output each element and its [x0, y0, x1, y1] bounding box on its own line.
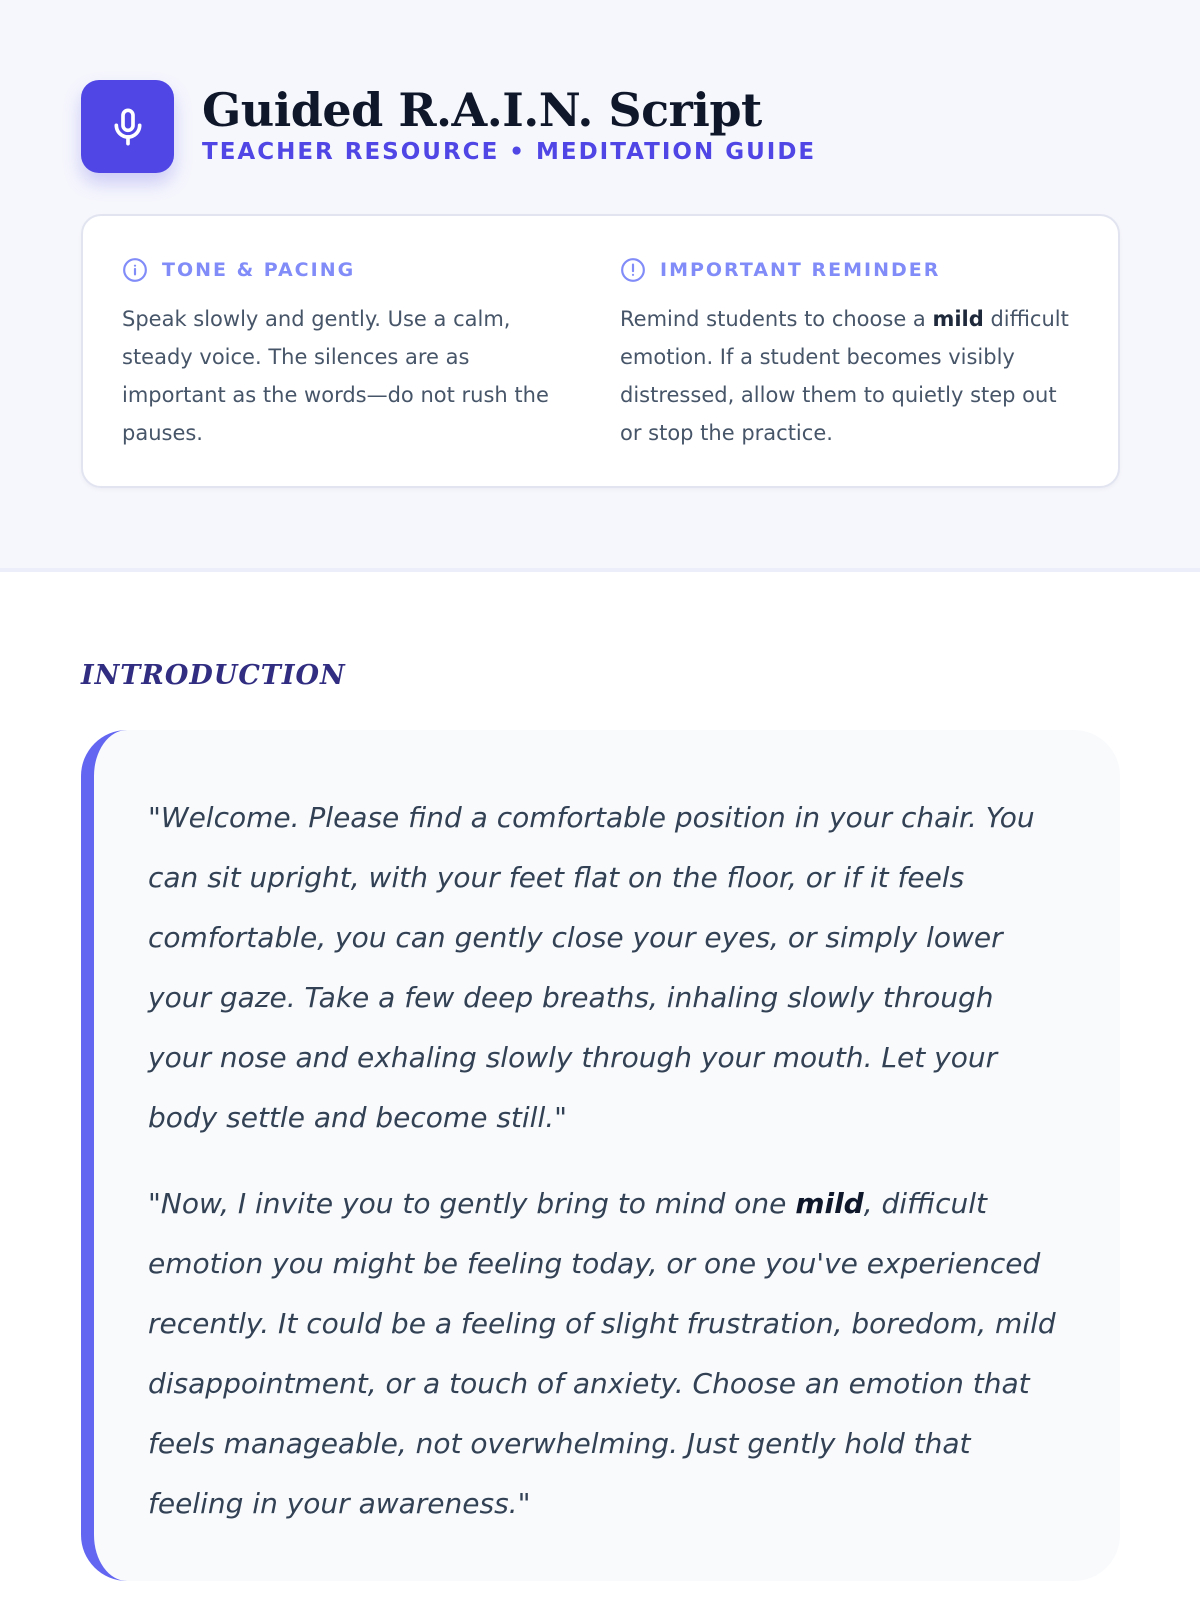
important-reminder-section — [620, 256, 1070, 452]
page-subtitle: TEACHER RESOURCE • MEDITATION GUIDE — [202, 139, 817, 165]
guidance-card — [81, 214, 1120, 488]
section-heading-introduction: INTRODUCTION — [81, 660, 346, 691]
tone-pacing-text: Speak slowly and gently. Use a calm, steady voice. The silences are as important as the words—do not rush the pauses. — [122, 307, 549, 445]
emphasis-mild: mild — [932, 307, 984, 331]
tone-pacing-section — [122, 256, 572, 452]
emphasis-mild: mild — [795, 1187, 864, 1220]
important-reminder-label: IMPORTANT REMINDER — [660, 259, 941, 281]
tone-pacing-label: TONE & PACING — [162, 259, 356, 281]
script-paragraph: "Welcome. Please find a comfortable position in your chair. You can sit upright, with your feet flat on the floor, or if it feels comfortable, you can gently close your eyes, or simply lower your gaze. Take a few deep breaths, inhaling slowly through your nose and exhaling slowly through your mouth. Let your body settle and become still." — [148, 801, 1035, 1134]
page-title: Guided R.A.I.N. Script — [202, 83, 762, 137]
info-icon — [122, 257, 148, 283]
script-quote-block — [81, 730, 1120, 1581]
alert-circle-icon — [620, 257, 646, 283]
microphone-icon — [81, 80, 174, 173]
important-reminder-text: Remind students to choose a mild difficult emotion. If a student becomes visibly distressed, allow them to quietly step out or stop the practice. — [620, 307, 1069, 445]
script-paragraph: "Now, I invite you to gently bring to mind one mild, difficult emotion you might be feeling today, or one you've experienced recently. It could be a feeling of slight frustration, boredom, mild disappointment, or a touch of anxiety. Choose an emotion that feels manageable, not overwhelming. Just gently hold that feeling in your awareness." — [148, 1187, 1056, 1520]
title-row — [81, 80, 816, 173]
header-band — [0, 0, 1200, 572]
